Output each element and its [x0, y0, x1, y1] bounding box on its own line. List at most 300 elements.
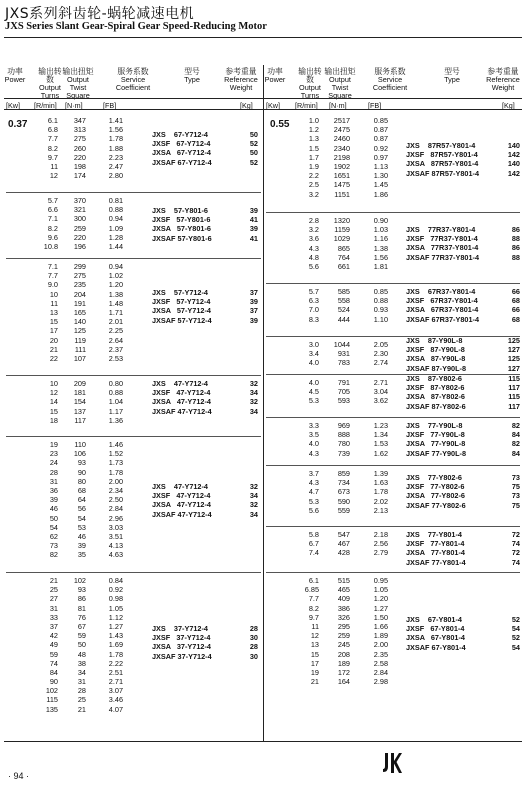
cell-type: JXSAF 57-Y712-4 [152, 315, 212, 325]
cell-rpm: 3.2 [308, 225, 319, 235]
cell-nm: 467 [337, 539, 350, 549]
cell-fb: 2.84 [108, 504, 123, 514]
cell-nm: 2460 [333, 134, 350, 144]
cell-nm: 275 [73, 134, 86, 144]
cell-rpm: 15 [49, 317, 58, 327]
cell-rpm: 11 [311, 621, 319, 631]
col-type [406, 473, 466, 510]
cell-fb: 1.38 [373, 243, 388, 253]
cell-type: JXSAF 87R57-Y801-4 [406, 168, 480, 178]
header-weight-line: Reference [224, 75, 258, 84]
col-nm [66, 440, 86, 559]
cell-rpm: 4.8 [308, 252, 319, 262]
cell-type: JXSAF 77-Y801-4 [406, 557, 466, 567]
cell-fb: 1.89 [373, 631, 388, 641]
cell-fb: 1.71 [108, 307, 123, 317]
col-type [406, 287, 479, 324]
col-weight [504, 615, 520, 652]
cell-fb: 3.46 [108, 695, 123, 705]
title-en: JXS Series Slant Gear-Spiral Gear Speed-Reducing Motor [5, 21, 267, 32]
cell-type: JXSA 87R57-Y801-4 [406, 159, 479, 169]
group-separator [266, 374, 520, 375]
cell-nm: 524 [337, 305, 350, 315]
cell-nm: 1475 [333, 180, 350, 190]
cell-rpm: 10.8 [43, 241, 58, 251]
cell-fb: 2.56 [373, 539, 388, 549]
cell-nm: 68 [77, 485, 86, 495]
cell-type: JXS 67-Y801-4 [406, 615, 462, 624]
cell-rpm: 9.0 [47, 280, 58, 290]
cell-rpm: 4.0 [308, 439, 319, 449]
cell-nm: 208 [337, 649, 350, 659]
cell-weight: 52 [249, 157, 258, 167]
group-separator [6, 572, 261, 573]
col-weight [504, 225, 520, 262]
cell-weight: 52 [511, 615, 520, 624]
cell-rpm: 22 [49, 353, 58, 363]
col-rpm [297, 576, 319, 686]
cell-rpm: 7.0 [308, 305, 319, 315]
cell-fb: 1.28 [108, 232, 123, 242]
cell-type: JXSAF 47-Y712-4 [152, 406, 212, 416]
cell-fb: 1.63 [373, 478, 388, 488]
cell-rpm: 7.4 [308, 548, 319, 558]
cell-nm: 705 [337, 387, 350, 397]
cell-rpm: 2.2 [308, 171, 319, 181]
cell-rpm: 3.2 [308, 189, 319, 199]
cell-rpm: 3.3 [308, 421, 319, 430]
cell-type: JXS 47-Y712-4 [152, 482, 208, 491]
col-type [152, 624, 212, 661]
cell-rpm: 5.8 [308, 530, 319, 539]
cell-nm: 76 [77, 612, 86, 622]
cell-rpm: 4.3 [308, 478, 319, 488]
cell-fb: 0.87 [373, 125, 388, 135]
unit-weight: [Kg] [240, 101, 253, 110]
cell-type: JXSA 37-Y712-4 [152, 642, 211, 652]
header-twist [62, 68, 94, 100]
cell-rpm: 17 [310, 658, 319, 668]
cell-rpm: 74 [49, 658, 58, 668]
unit-twist: [N·m] [65, 101, 83, 110]
cell-weight: 142 [507, 168, 520, 178]
cell-fb: 2.98 [373, 677, 388, 687]
cell-fb: 1.78 [108, 649, 123, 659]
cell-rpm: 12 [49, 171, 58, 181]
cell-rpm: 28 [49, 467, 58, 477]
cell-rpm: 10 [49, 289, 58, 299]
cell-fb: 2.00 [373, 640, 388, 650]
cell-type: JXSF 57-Y712-4 [152, 297, 211, 307]
header-twist [324, 68, 356, 100]
cell-rpm: 5.6 [308, 261, 319, 271]
cell-nm: 2198 [333, 152, 350, 162]
group-separator [6, 436, 261, 437]
cell-fb: 1.73 [108, 458, 123, 468]
cell-fb: 1.41 [108, 116, 123, 125]
cell-rpm: 14 [49, 397, 58, 407]
cell-nm: 56 [77, 504, 86, 514]
cell-fb: 1.78 [108, 134, 123, 144]
cell-fb: 1.23 [373, 421, 388, 430]
cell-rpm: 7.7 [47, 134, 58, 144]
cell-nm: 1159 [334, 225, 350, 235]
cell-rpm: 25 [49, 585, 58, 595]
cell-fb: 1.20 [373, 594, 388, 604]
cell-weight: 32 [249, 379, 258, 388]
header-weight-line: Weight [491, 83, 515, 92]
col-fb [366, 530, 388, 558]
cell-type: JXSF 87-Y90L-8 [406, 345, 465, 355]
cell-nm: 245 [337, 640, 350, 650]
header-twist-line: 输出扭矩 [324, 67, 356, 76]
cell-type: JXSAF 87-Y802-6 [406, 401, 466, 411]
cell-rpm: 6.6 [47, 205, 58, 215]
bottom-rule [4, 741, 522, 742]
cell-rpm: 1.3 [308, 134, 319, 144]
cell-rpm: 4.5 [308, 387, 319, 397]
cell-weight: 39 [249, 297, 258, 307]
cell-rpm: 73 [49, 541, 58, 551]
cell-fb: 0.93 [373, 305, 388, 315]
cell-type: JXSA 77R37-Y801-4 [406, 243, 479, 253]
header-turns [295, 68, 325, 100]
cell-fb: 1.50 [373, 612, 388, 622]
cell-nm: 259 [73, 223, 86, 233]
cell-weight: 32 [249, 482, 258, 491]
cell-rpm: 7.7 [47, 271, 58, 281]
cell-rpm: 1.9 [308, 161, 319, 171]
cell-fb: 1.09 [108, 223, 123, 233]
cell-rpm: 6.85 [304, 585, 319, 595]
cell-nm: 154 [73, 397, 86, 407]
jk-logo [381, 751, 403, 780]
col-rpm [297, 340, 319, 368]
cell-type: JXS 57-Y712-4 [152, 288, 208, 297]
cell-fb: 1.56 [108, 125, 123, 135]
cell-type: JXSA 77-Y802-6 [406, 491, 465, 501]
cell-rpm: 17 [49, 326, 58, 336]
power-value: 0.55 [270, 119, 290, 130]
col-fb [366, 421, 388, 458]
cell-fb: 3.04 [373, 387, 388, 397]
cell-fb: 2.23 [108, 152, 123, 162]
col-rpm [36, 379, 58, 425]
cell-type: JXS 87R57-Y801-4 [406, 141, 476, 150]
cell-rpm: 6.1 [308, 576, 319, 585]
cell-fb: 2.35 [373, 649, 388, 659]
header-type [172, 68, 212, 84]
cell-weight: 75 [511, 482, 520, 492]
cell-nm: 80 [77, 476, 86, 486]
header-svc-line: 服务系数 [374, 67, 406, 76]
cell-nm: 125 [73, 326, 86, 336]
cell-rpm: 59 [49, 649, 58, 659]
cell-nm: 220 [73, 232, 86, 242]
cell-nm: 1651 [333, 171, 350, 181]
col-weight [242, 206, 258, 243]
col-nm [66, 379, 86, 425]
cell-weight: 117 [508, 383, 520, 393]
cell-rpm: 5.6 [308, 505, 319, 515]
cell-weight: 34 [249, 491, 258, 501]
cell-nm: 25 [77, 695, 86, 705]
cell-fb: 4.07 [108, 704, 123, 714]
cell-fb: 0.94 [108, 262, 123, 271]
cell-fb: 0.88 [108, 205, 123, 215]
cell-weight: 115 [508, 374, 520, 383]
cell-fb: 1.86 [373, 189, 388, 199]
cell-fb: 2.34 [108, 485, 123, 495]
cell-rpm: 9.7 [47, 152, 58, 162]
col-weight [504, 336, 520, 373]
cell-type: JXS 77-Y801-4 [406, 530, 462, 539]
col-type [406, 421, 466, 458]
cell-rpm: 5.7 [47, 196, 58, 205]
cell-fb: 1.05 [108, 603, 123, 613]
cell-type: JXS 37-Y712-4 [152, 624, 208, 633]
header-turns-line: 输出转数 [38, 67, 62, 84]
cell-weight: 75 [511, 500, 520, 510]
group-separator [266, 212, 520, 213]
cell-rpm: 9.7 [308, 612, 319, 622]
cell-fb: 2.18 [373, 530, 388, 539]
col-fb [366, 340, 388, 368]
cell-nm: 35 [77, 550, 86, 560]
col-type [406, 530, 466, 567]
cell-weight: 50 [249, 130, 258, 139]
col-rpm [297, 116, 319, 199]
cell-fb: 2.00 [108, 476, 123, 486]
cell-weight: 32 [249, 397, 258, 407]
cell-weight: 30 [249, 651, 258, 661]
cell-rpm: 3.7 [308, 469, 319, 478]
cell-type: JXSF 57-Y801-6 [152, 215, 211, 225]
cell-rpm: 1.2 [308, 125, 319, 135]
cell-type: JXSAF 47-Y712-4 [152, 509, 212, 519]
cell-nm: 1151 [334, 189, 350, 199]
cell-rpm: 46 [49, 504, 58, 514]
cell-nm: 93 [77, 585, 86, 595]
cell-nm: 791 [337, 378, 350, 387]
col-type [406, 336, 466, 373]
cell-nm: 764 [337, 252, 350, 262]
cell-rpm: 84 [49, 667, 58, 677]
cell-nm: 28 [77, 686, 86, 696]
col-fb [366, 216, 388, 271]
cell-rpm: 15 [310, 649, 319, 659]
cell-rpm: 1.5 [308, 143, 319, 153]
cell-nm: 409 [337, 594, 350, 604]
col-nm [66, 196, 86, 251]
cell-rpm: 11 [50, 298, 58, 308]
cell-rpm: 19 [310, 667, 319, 677]
cell-nm: 21 [77, 704, 86, 714]
cell-fb: 1.39 [373, 469, 388, 478]
header-type-line: Type [184, 75, 200, 84]
cell-fb: 0.98 [108, 594, 123, 604]
cell-nm: 59 [77, 631, 86, 641]
cell-nm: 64 [77, 495, 86, 505]
cell-fb: 1.78 [108, 467, 123, 477]
cell-weight: 140 [507, 159, 520, 169]
cell-nm: 39 [77, 541, 86, 551]
cell-nm: 783 [337, 358, 350, 368]
cell-nm: 661 [337, 261, 350, 271]
col-type [406, 141, 479, 178]
cell-rpm: 54 [49, 522, 58, 532]
cell-nm: 739 [337, 448, 350, 458]
cell-fb: 1.27 [108, 621, 123, 631]
cell-nm: 107 [73, 353, 86, 363]
cell-rpm: 8.2 [308, 603, 319, 613]
cell-nm: 673 [337, 487, 350, 497]
header-twist-line: Twist [69, 83, 87, 92]
cell-weight: 28 [249, 624, 258, 633]
cell-nm: 46 [77, 531, 86, 541]
cell-fb: 1.03 [373, 225, 388, 235]
cell-rpm: 1.0 [308, 116, 319, 125]
cell-nm: 181 [73, 388, 86, 398]
header-twist-line: Square [66, 91, 90, 100]
col-nm [330, 469, 350, 515]
cell-weight: 66 [511, 287, 520, 296]
header-turns-line: Turns [300, 91, 320, 100]
cell-rpm: 19 [49, 440, 58, 449]
cell-fb: 2.96 [108, 513, 123, 523]
cell-fb: 1.69 [108, 640, 123, 650]
cell-weight: 52 [511, 633, 520, 643]
cell-fb: 3.03 [108, 522, 123, 532]
header-power [264, 68, 286, 84]
cell-nm: 259 [337, 631, 350, 641]
cell-fb: 2.51 [108, 667, 123, 677]
cell-nm: 50 [77, 640, 86, 650]
cell-weight: 127 [507, 345, 520, 355]
cell-nm: 54 [77, 513, 86, 523]
cell-fb: 0.81 [108, 196, 123, 205]
col-nm [330, 378, 350, 406]
cell-type: JXSA 57-Y712-4 [152, 306, 211, 316]
header-twist-line: Output [67, 75, 89, 84]
header-svc-line: Service [120, 75, 146, 84]
group-separator [266, 336, 520, 337]
cell-rpm: 20 [49, 335, 58, 345]
col-fb [101, 440, 123, 559]
cell-weight: 125 [507, 354, 520, 364]
cell-rpm: 13 [49, 307, 58, 317]
unit-turns: [R/min] [295, 101, 318, 110]
cell-type: JXSA 57-Y801-6 [152, 224, 211, 234]
cell-fb: 1.46 [108, 440, 123, 449]
cell-weight: 127 [507, 363, 520, 373]
unit-weight: [Kg] [502, 101, 515, 110]
cell-fb: 0.80 [108, 379, 123, 388]
cell-fb: 3.62 [373, 396, 388, 406]
cell-rpm: 7.7 [308, 594, 319, 604]
cell-nm: 111 [74, 344, 86, 354]
cell-fb: 2.71 [108, 677, 123, 687]
unit-svc: [FB] [103, 101, 117, 110]
cell-nm: 515 [337, 576, 350, 585]
cell-rpm: 82 [49, 550, 58, 560]
col-weight [504, 530, 520, 567]
cell-type: JXSAF 77-Y802-6 [406, 500, 466, 510]
cell-rpm: 50 [49, 513, 58, 523]
col-weight [242, 288, 258, 325]
cell-rpm: 42 [49, 631, 58, 641]
cell-type: JXSF 67-Y801-4 [406, 624, 465, 634]
cell-weight: 142 [507, 150, 520, 160]
cell-nm: 198 [73, 161, 86, 171]
cell-rpm: 5.3 [308, 396, 319, 406]
col-nm [330, 340, 350, 368]
cell-fb: 1.36 [108, 415, 123, 425]
cell-weight: 39 [249, 206, 258, 215]
cell-rpm: 2.8 [308, 216, 319, 225]
cell-rpm: 7.1 [47, 262, 58, 271]
col-nm [66, 116, 86, 180]
cell-rpm: 15 [49, 406, 58, 416]
cell-weight: 88 [511, 252, 520, 262]
cell-weight: 117 [508, 401, 520, 411]
col-rpm [297, 216, 319, 271]
col-weight [504, 421, 520, 458]
cell-nm: 590 [337, 496, 350, 506]
cell-nm: 2340 [333, 143, 350, 153]
title-rule [4, 37, 522, 38]
cell-type: JXS 47-Y712-4 [152, 379, 208, 388]
cell-rpm: 23 [49, 449, 58, 459]
cell-nm: 93 [77, 458, 86, 468]
cell-type: JXSA 67R37-Y801-4 [406, 305, 479, 315]
cell-fb: 0.85 [373, 287, 388, 296]
cell-type: JXSF 67-Y712-4 [152, 139, 211, 149]
cell-fb: 0.88 [108, 388, 123, 398]
cell-rpm: 3.5 [308, 430, 319, 440]
cell-fb: 2.01 [108, 317, 123, 327]
cell-fb: 3.07 [108, 686, 123, 696]
col-type [406, 615, 466, 652]
cell-weight: 50 [249, 148, 258, 158]
cell-fb: 2.71 [373, 378, 388, 387]
cell-fb: 1.45 [373, 180, 388, 190]
cell-nm: 299 [73, 262, 86, 271]
cell-nm: 1029 [333, 234, 350, 244]
cell-type: JXS 67-Y712-4 [152, 130, 208, 139]
header-svc-line: Coefficient [372, 83, 408, 92]
cell-nm: 165 [73, 307, 86, 317]
cell-rpm: 90 [49, 677, 58, 687]
col-rpm [36, 262, 58, 363]
header-turns [35, 68, 65, 100]
cell-weight: 52 [249, 139, 258, 149]
cell-nm: 53 [77, 522, 86, 532]
unit-power: [Kw] [6, 101, 20, 110]
cell-weight: 66 [511, 305, 520, 315]
cell-nm: 969 [337, 421, 350, 430]
cell-nm: 102 [73, 576, 86, 585]
header-weight [482, 68, 524, 92]
cell-fb: 2.84 [373, 667, 388, 677]
cell-weight: 68 [511, 314, 520, 324]
cell-type: JXSA 47-Y712-4 [152, 397, 211, 407]
cell-fb: 0.90 [373, 216, 388, 225]
cell-nm: 931 [337, 349, 350, 359]
cell-rpm: 49 [49, 640, 58, 650]
cell-weight: 84 [511, 430, 520, 440]
cell-fb: 1.56 [373, 252, 388, 262]
